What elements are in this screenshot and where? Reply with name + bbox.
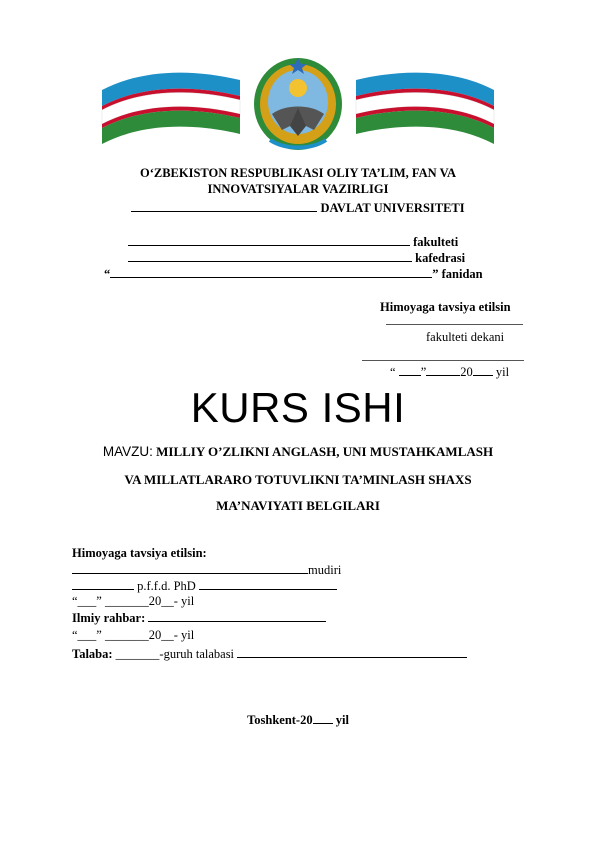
head-line <box>72 562 341 578</box>
approval-year-blank[interactable] <box>473 364 493 376</box>
approval-title: Himoyaga tavsiya etilsin <box>380 300 511 314</box>
group-label: _______-guruh talabasi <box>115 647 235 661</box>
degree-name-blank[interactable] <box>199 578 337 590</box>
flag-left-icon <box>102 73 240 144</box>
subject-suffix: ” fanidan <box>432 267 483 281</box>
footer-yil: yil <box>335 713 349 727</box>
topic-line-3: MA’NAVIYATI BELGILARI <box>216 498 380 513</box>
defense-date-2: “___” _______20__- yil <box>72 628 195 642</box>
approval-month-blank[interactable] <box>426 364 460 376</box>
defense-date-1: “___” _______20__- yil <box>72 594 195 608</box>
head-name-blank[interactable] <box>72 562 308 574</box>
supervisor-label: Ilmiy rahbar: <box>72 611 146 625</box>
department-line <box>128 250 465 266</box>
ministry-line-1: O‘ZBEKISTON RESPUBLIKASI OLIY TA’LIM, FAN VA <box>139 166 457 180</box>
coat-of-arms-icon <box>254 58 342 150</box>
document-title: KURS ISHI <box>190 384 406 431</box>
footer-city-year <box>0 712 596 728</box>
university-line <box>0 200 596 216</box>
subject-prefix: “ <box>104 267 111 281</box>
approval-day-blank[interactable] <box>399 364 421 376</box>
dean-name-line[interactable] <box>362 360 524 361</box>
student-name-blank[interactable] <box>237 646 467 658</box>
university-blank[interactable] <box>131 200 317 212</box>
degree-line <box>72 578 337 594</box>
supervisor-line <box>72 610 326 626</box>
department-suffix: kafedrasi <box>415 251 466 265</box>
university-suffix: DAVLAT UNIVERSITETI <box>320 201 465 215</box>
degree-label: p.f.f.d. PhD <box>137 579 196 593</box>
topic-line-2: VA MILLATLARARO TOTUVLIKNI TA’MINLASH SHAXS <box>124 472 472 487</box>
student-line <box>72 646 467 662</box>
head-label: mudiri <box>308 563 342 577</box>
flag-right-icon <box>356 73 494 144</box>
student-label: Talaba: <box>72 647 113 661</box>
approval-date: “ ” 20 yil <box>390 365 510 379</box>
faculty-blank[interactable] <box>128 234 410 246</box>
topic-text-1: MILLIY O’ZLIKNI ANGLASH, UNI MUSTAHKAMLASH <box>156 444 494 459</box>
faculty-line <box>128 234 458 250</box>
topic-label: MAVZU: <box>102 444 153 459</box>
ministry-line-2: INNOVATSIYALAR VAZIRLIGI <box>207 182 389 196</box>
degree-prefix-blank[interactable] <box>72 578 134 590</box>
footer-city: Toshkent-20 <box>247 713 313 727</box>
approval-signature-line[interactable] <box>386 324 523 325</box>
department-blank[interactable] <box>128 250 412 262</box>
topic-line-1 <box>0 444 596 460</box>
supervisor-blank[interactable] <box>148 610 326 622</box>
subject-line <box>104 266 483 282</box>
dean-label: fakulteti dekani <box>426 330 505 344</box>
subject-blank[interactable] <box>110 266 432 278</box>
footer-year-blank[interactable] <box>313 712 333 724</box>
defense-title: Himoyaga tavsiya etilsin: <box>72 546 207 560</box>
faculty-suffix: fakulteti <box>413 235 459 249</box>
state-emblem-icon <box>100 52 496 152</box>
